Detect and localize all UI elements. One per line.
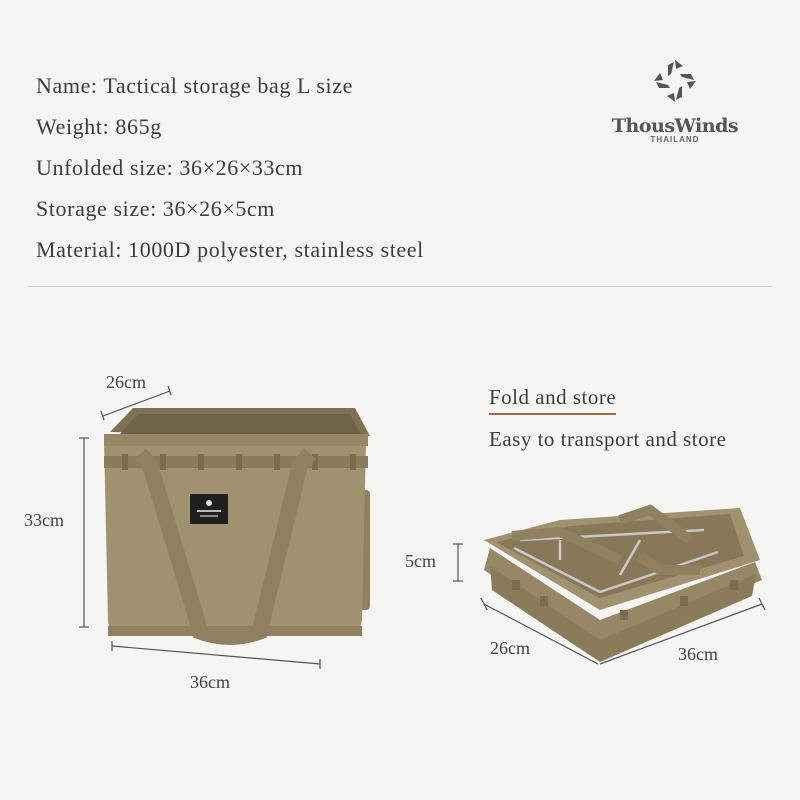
folded-width-label: 36cm: [678, 644, 718, 664]
spec-storage-size: Storage size: 36×26×5cm: [36, 196, 276, 221]
spec-name: Name: Tactical storage bag L size: [36, 73, 353, 98]
open-height-label: 33cm: [24, 510, 64, 530]
fold-description: Easy to transport and store: [489, 427, 727, 451]
open-bag-image: [104, 408, 370, 637]
fold-title: Fold and store: [489, 385, 616, 415]
spec-unfolded-size: Unfolded size: 36×26×33cm: [36, 155, 304, 180]
open-width-label: 36cm: [190, 672, 230, 692]
folded-depth-label: 26cm: [490, 638, 530, 658]
folded-height-label: 5cm: [405, 551, 436, 571]
spec-material: Material: 1000D polyester, stainless steel: [36, 237, 424, 262]
spec-weight: Weight: 865g: [36, 114, 162, 139]
brand-name: ThousWinds: [611, 115, 739, 137]
open-depth-label: 26cm: [106, 372, 146, 392]
brand-subtitle: THAILAND: [650, 135, 700, 144]
